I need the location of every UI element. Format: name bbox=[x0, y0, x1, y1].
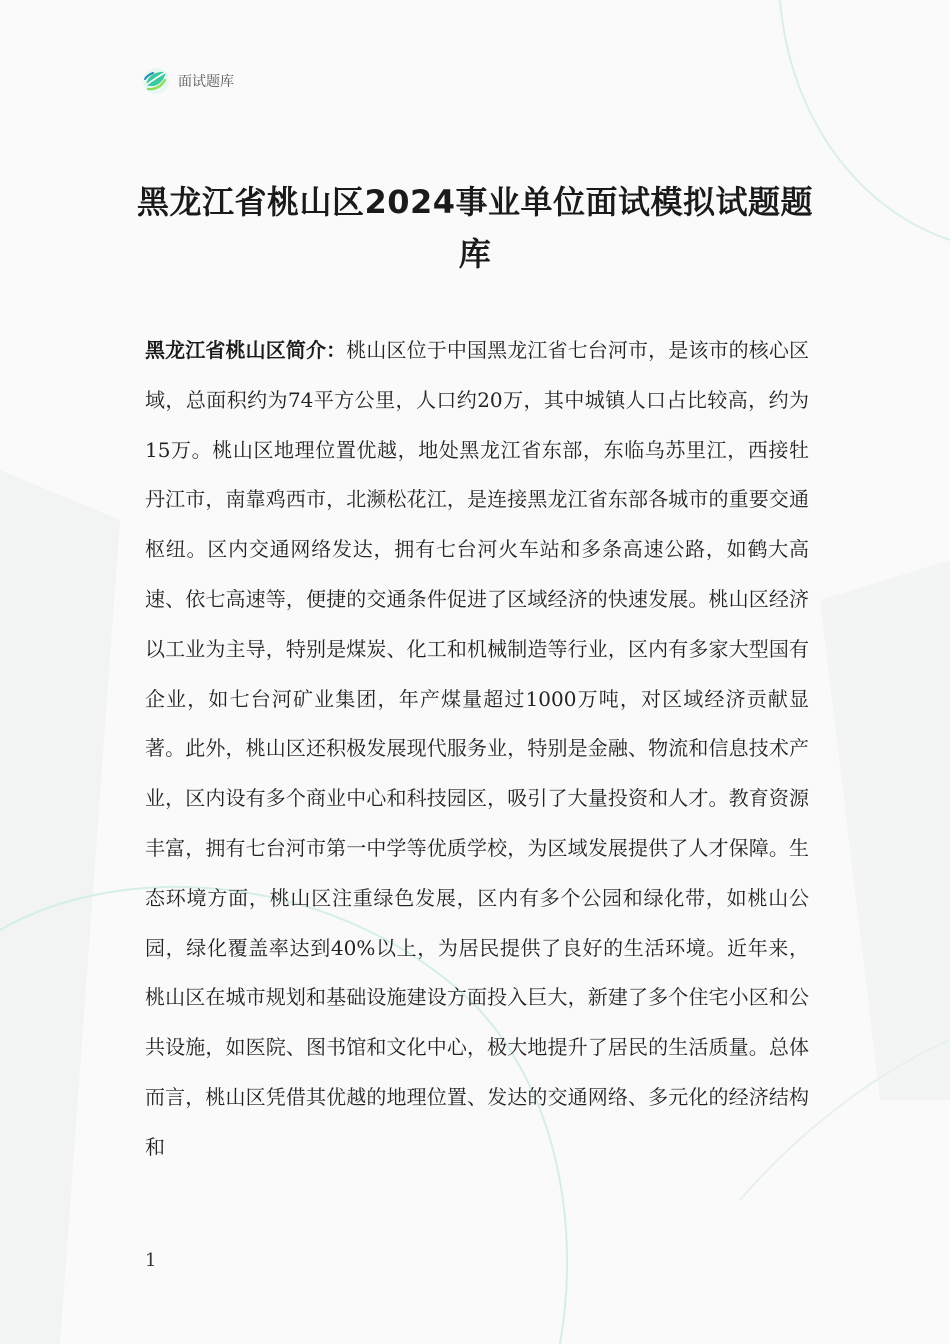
intro-label: 黑龙江省桃山区简介： bbox=[145, 338, 347, 362]
brand-name: 面试题库 bbox=[178, 74, 234, 90]
brand-header bbox=[142, 66, 234, 96]
leaf-logo-icon bbox=[142, 67, 170, 95]
document-title: 黑龙江省桃山区2024事业单位面试模拟试题题库 bbox=[136, 183, 814, 273]
intro-text: 桃山区位于中国黑龙江省七台河市，是该市的核心区域，总面积约为74平方公里，人口约20万，其中城镇人口占比较高，约为15万。桃山区地理位置优越，地处黑龙江省东部，东临乌苏里江，西接牡丹江市，南靠鸡西市，北濒松花江，是连接黑龙江省东部各城市的重要交通枢纽。区内交通网络发达，拥有七台河火车站和多条高速公路，如鹤大高速、依七高速等，便捷的交通条件促进了区域经济的快速发展。桃山区经济以工业为主导，特别是煤炭、化工和机械制造等行业，区内有多家大型国有企业，如七台河矿业集团，年产煤量超过1000万吨，对区域经济贡献显著。此外，桃山区还积极发展现代服务业，特别是金融、物流和信息技术产业，区内设有多个商业中心和科技园区，吸引了大量投资和人才。教育资源丰富，拥有七台河市第一中学等优质学校，为区域发展提供了人才保障。生态环境方面，桃山区注重绿色发展，区内有多个公园和绿化带，如桃山公园，绿化覆盖率达到40%以上，为居民提供了良好的生活环境。近年来，桃山区在城市规划和基础设施建设方面投入巨大，新建了多个住宅小区和公共设施，如医院、图书馆和文化中心，极大地提升了居民的生活质量。总体而言，桃山区凭借其优越的地理位置、发达的交通网络、多元化的经济结构和 bbox=[145, 338, 809, 1159]
page-number: 1 bbox=[145, 1250, 157, 1271]
intro-paragraph bbox=[145, 326, 809, 1173]
